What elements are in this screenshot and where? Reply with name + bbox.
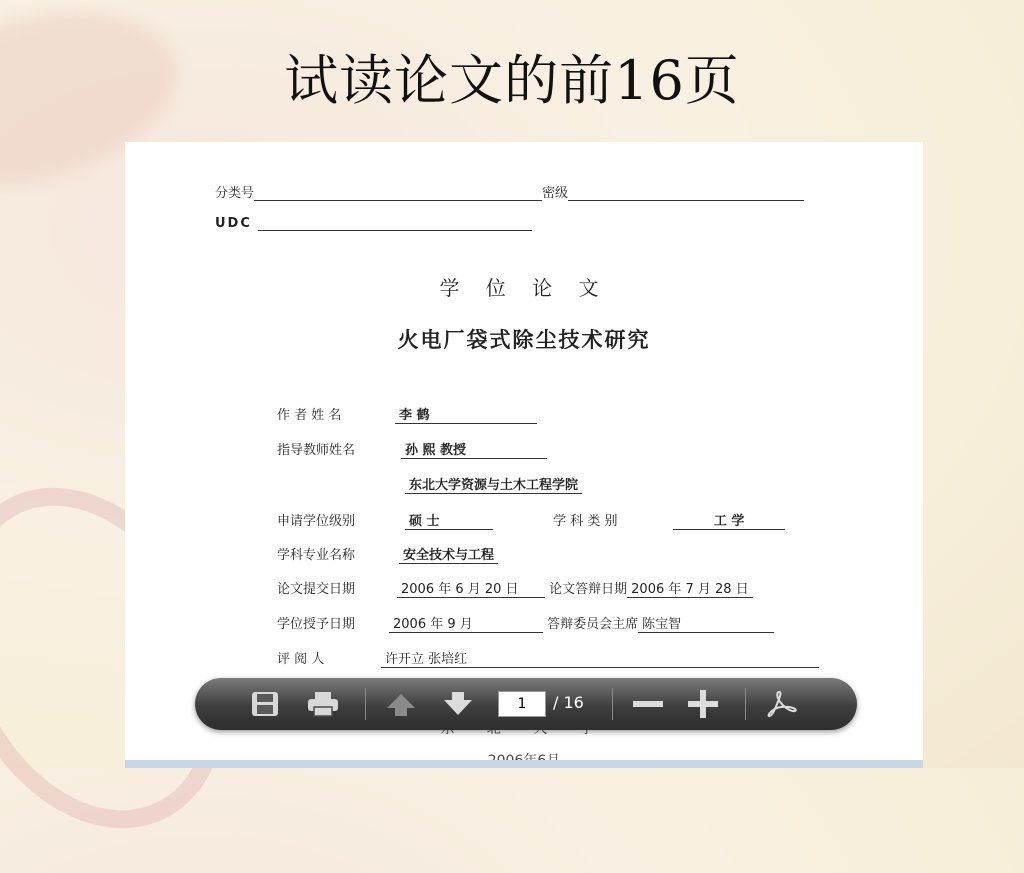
subject-category-label: 学 科 类 别 — [553, 514, 618, 529]
author-label: 作 者 姓 名 — [277, 408, 342, 423]
page-down-icon — [442, 690, 474, 718]
dates-row — [277, 578, 753, 598]
page-down-button[interactable] — [440, 688, 476, 720]
award-date-label: 学位授予日期 — [277, 617, 356, 632]
defense-date-value: 2006 年 7 月 28 日 — [627, 578, 753, 598]
reviewers-row — [277, 648, 819, 668]
thesis-title: 火电厂袋式除尘技术研究 — [397, 328, 651, 352]
reviewers-label: 评 阅 人 — [277, 652, 325, 667]
major-row — [277, 544, 498, 564]
major-label: 学科专业名称 — [277, 548, 356, 563]
save-icon — [250, 690, 280, 718]
udc-label: UDC — [215, 216, 252, 231]
print-icon — [306, 690, 340, 718]
advisor-label: 指导教师姓名 — [277, 443, 356, 458]
zoom-in-icon — [686, 690, 720, 718]
submit-date-label: 论文提交日期 — [277, 582, 356, 597]
award-date-value: 2006 年 9 月 — [389, 613, 543, 633]
document-bottom-bar — [125, 760, 923, 768]
reviewers-value: 许开立 张培红 — [381, 648, 819, 668]
committee-chair-value: 陈宝智 — [638, 613, 774, 633]
degree-level-value: 硕 士 — [405, 510, 493, 530]
udc-row — [215, 216, 532, 231]
major-value: 安全技术与工程 — [399, 544, 498, 564]
degree-level-row — [277, 510, 785, 530]
zoom-in-button[interactable] — [685, 688, 721, 720]
classification-line — [254, 200, 542, 201]
document-page — [125, 142, 923, 768]
defense-date-label: 论文答辩日期 — [549, 582, 628, 597]
toolbar-divider — [612, 688, 613, 720]
page-number-input[interactable]: 1 — [498, 691, 546, 717]
author-row — [277, 404, 537, 424]
acrobat-icon — [764, 689, 798, 719]
subject-category-value: 工 学 — [673, 510, 785, 530]
page-up-icon — [385, 690, 417, 718]
committee-chair-label: 答辩委员会主席 — [547, 617, 639, 632]
award-row — [277, 613, 774, 633]
toolbar-divider — [365, 688, 366, 720]
slide-title: 试读论文的前16页 — [284, 49, 740, 112]
print-button[interactable] — [305, 688, 341, 720]
author-value: 李 鹤 — [395, 404, 537, 424]
advisor-affiliation-row — [405, 474, 582, 494]
page-up-button[interactable] — [383, 688, 419, 720]
pdf-viewer-toolbar — [195, 678, 857, 730]
secret-line — [568, 200, 804, 201]
degree-heading: 学 位 论 文 — [439, 276, 609, 300]
advisor-value: 孙 熙 教授 — [401, 439, 547, 459]
toolbar-divider — [745, 688, 746, 720]
page-total: / 16 — [553, 693, 584, 712]
open-in-acrobat-button[interactable] — [763, 688, 799, 720]
classification-label: 分类号 — [215, 186, 255, 201]
classification-row — [215, 182, 804, 201]
submit-date-value: 2006 年 6 月 20 日 — [397, 578, 545, 598]
degree-level-label: 申请学位级别 — [277, 514, 356, 529]
secret-label: 密级 — [542, 186, 569, 201]
advisor-row — [277, 439, 547, 459]
udc-line — [258, 230, 532, 231]
save-button[interactable] — [247, 688, 283, 720]
zoom-out-button[interactable] — [630, 688, 666, 720]
advisor-affiliation: 东北大学资源与土木工程学院 — [405, 474, 582, 494]
zoom-out-icon — [631, 690, 665, 718]
